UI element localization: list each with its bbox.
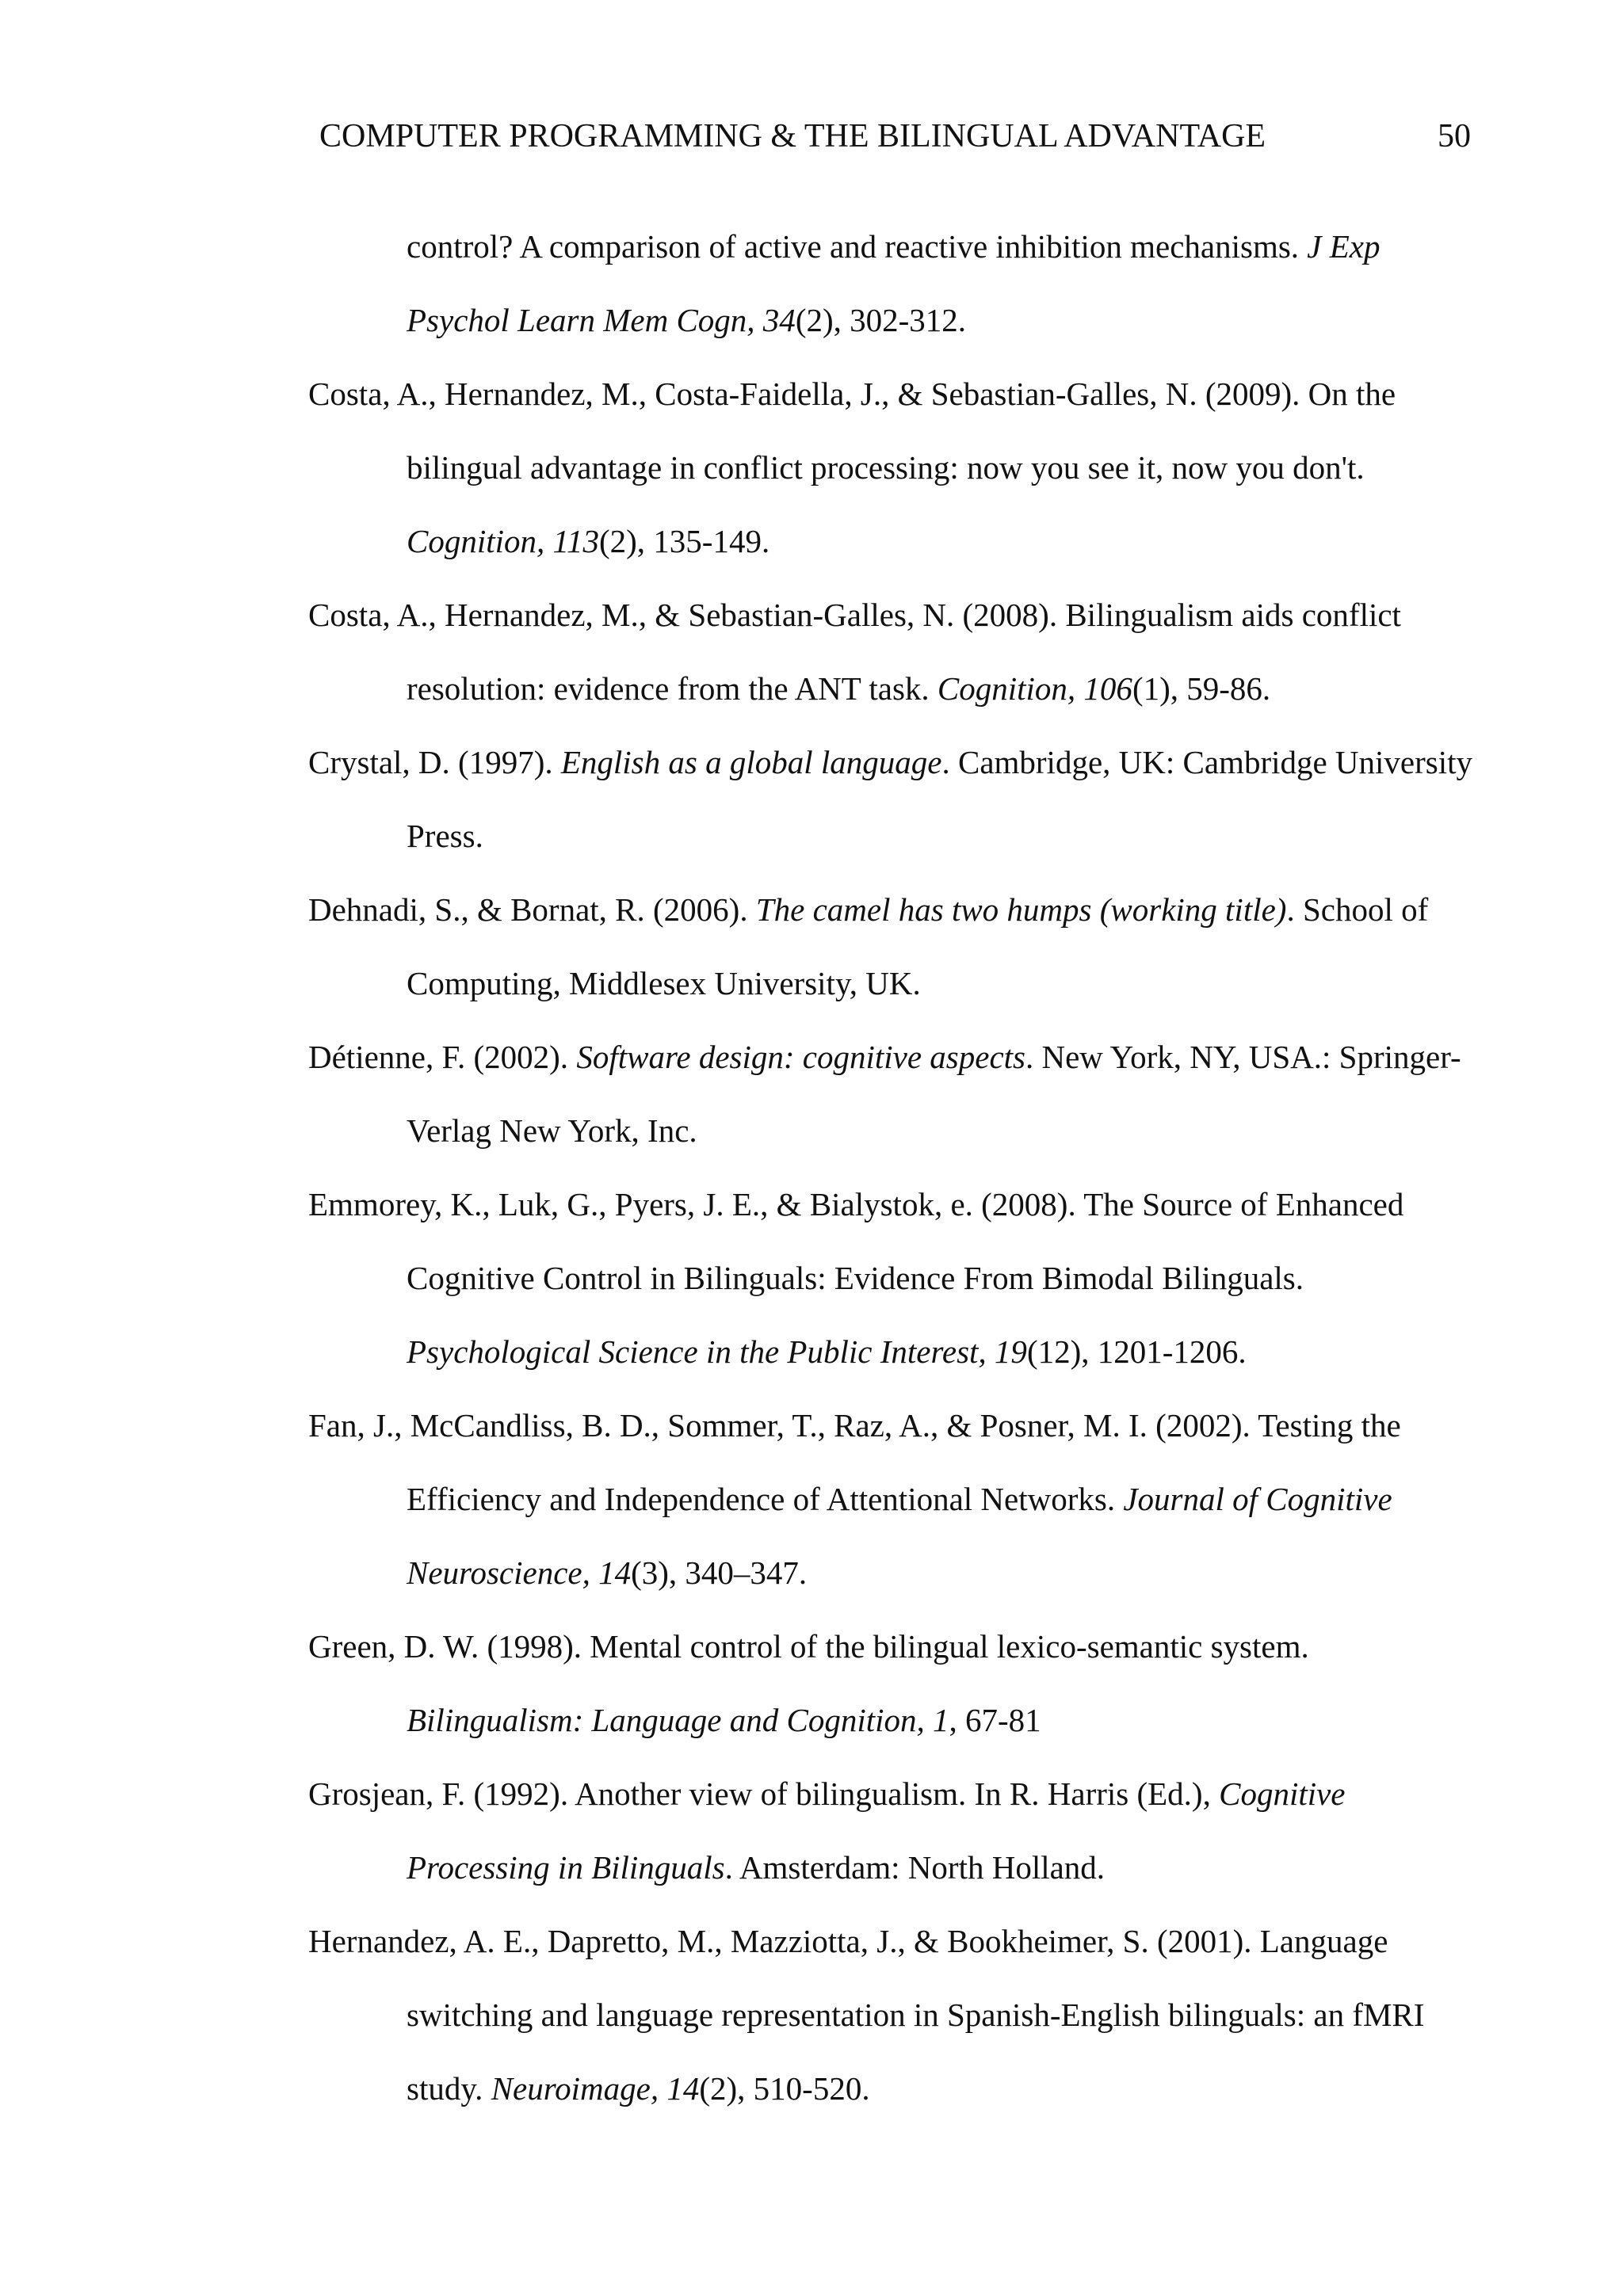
reference-source-italic: Psychological Science in the Public Interest, 19	[407, 1333, 1027, 1370]
reference-source-italic: Cognition, 113	[407, 523, 599, 559]
reference-text: Grosjean, F. (1992). Another view of bilingualism. In R. Harris (Ed.),	[308, 1775, 1220, 1812]
reference-entry	[308, 873, 1481, 1020]
reference-entry	[308, 1757, 1481, 1905]
reference-entry	[308, 1389, 1481, 1610]
reference-text: (2), 302-312.	[795, 302, 967, 338]
reference-entry	[308, 1610, 1481, 1757]
reference-source-italic: Neuroimage, 14	[491, 2070, 700, 2107]
reference-entry	[308, 726, 1481, 873]
running-header	[319, 113, 1471, 160]
reference-text: Détienne, F. (2002).	[308, 1039, 577, 1075]
reference-text: . Amsterdam: North Holland.	[724, 1849, 1106, 1886]
reference-source-italic: Bilingualism: Language and Cognition, 1	[407, 1702, 949, 1738]
reference-entry	[308, 357, 1481, 578]
reference-source-italic: Software design: cognitive aspects	[576, 1039, 1025, 1075]
reference-entry	[308, 1020, 1481, 1168]
reference-text: Emmorey, K., Luk, G., Pyers, J. E., & Bialystok, e. (2008). The Source of Enhanced Cognitive Control in Bilinguals: Evidence From Bimodal Bilinguals.	[308, 1186, 1404, 1296]
reference-entry-continued	[308, 210, 1481, 357]
running-head-title: COMPUTER PROGRAMMING & THE BILINGUAL ADVANTAGE	[319, 118, 1266, 154]
reference-text: . Cambridge, UK: Cambridge University Press.	[407, 744, 1473, 854]
reference-text: (12), 1201-1206.	[1026, 1333, 1247, 1370]
reference-text: Costa, A., Hernandez, M., & Sebastian-Galles, N. (2008). Bilingualism aids conflict resolution: evidence from the ANT task.	[308, 597, 1401, 707]
reference-text: . School of Computing, Middlesex University, UK.	[407, 891, 1429, 1001]
reference-entry	[308, 1905, 1481, 2126]
reference-text: Crystal, D. (1997).	[308, 744, 561, 780]
page-number: 50	[1438, 118, 1471, 154]
reference-text: (2), 510-520.	[699, 2070, 870, 2107]
reference-list	[308, 210, 1481, 2126]
reference-text: Green, D. W. (1998). Mental control of the bilingual lexico-semantic system.	[308, 1628, 1309, 1665]
reference-source-italic: Journal of Cognitive Neuroscience, 14	[407, 1481, 1392, 1591]
reference-text: , 67-81	[949, 1702, 1041, 1738]
reference-text: (2), 135-149.	[598, 523, 770, 559]
reference-source-italic: J Exp Psychol Learn Mem Cogn, 34	[407, 228, 1381, 338]
reference-entry	[308, 1168, 1481, 1389]
reference-text: (1), 59-86.	[1132, 670, 1271, 707]
reference-text: Dehnadi, S., & Bornat, R. (2006).	[308, 891, 756, 928]
reference-entry	[308, 578, 1481, 726]
reference-source-italic: Cognition, 106	[937, 670, 1132, 707]
reference-source-italic: Cognitive Processing in Bilinguals	[407, 1775, 1346, 1886]
reference-text: Fan, J., McCandliss, B. D., Sommer, T., Raz, A., & Posner, M. I. (2002). Testing the Efficiency and Independence of Attentional Networks.	[308, 1407, 1401, 1517]
reference-source-italic: The camel has two humps (working title)	[755, 891, 1287, 928]
reference-source-italic: English as a global language	[560, 744, 942, 780]
reference-text: Costa, A., Hernandez, M., Costa-Faidella, J., & Sebastian-Galles, N. (2009). On the bilingual advantage in conflict processing: now you see it, now you don't.	[308, 376, 1396, 486]
reference-text: . New York, NY, USA.: Springer-Verlag New York, Inc.	[407, 1039, 1461, 1149]
reference-text: (3), 340–347.	[631, 1554, 808, 1591]
reference-text: control? A comparison of active and reactive inhibition mechanisms.	[407, 228, 1308, 265]
reference-text: Hernandez, A. E., Dapretto, M., Mazziotta, J., & Bookheimer, S. (2001). Language switching and language representation in Spanish-English bilinguals: an fMRI study.	[308, 1923, 1425, 2107]
